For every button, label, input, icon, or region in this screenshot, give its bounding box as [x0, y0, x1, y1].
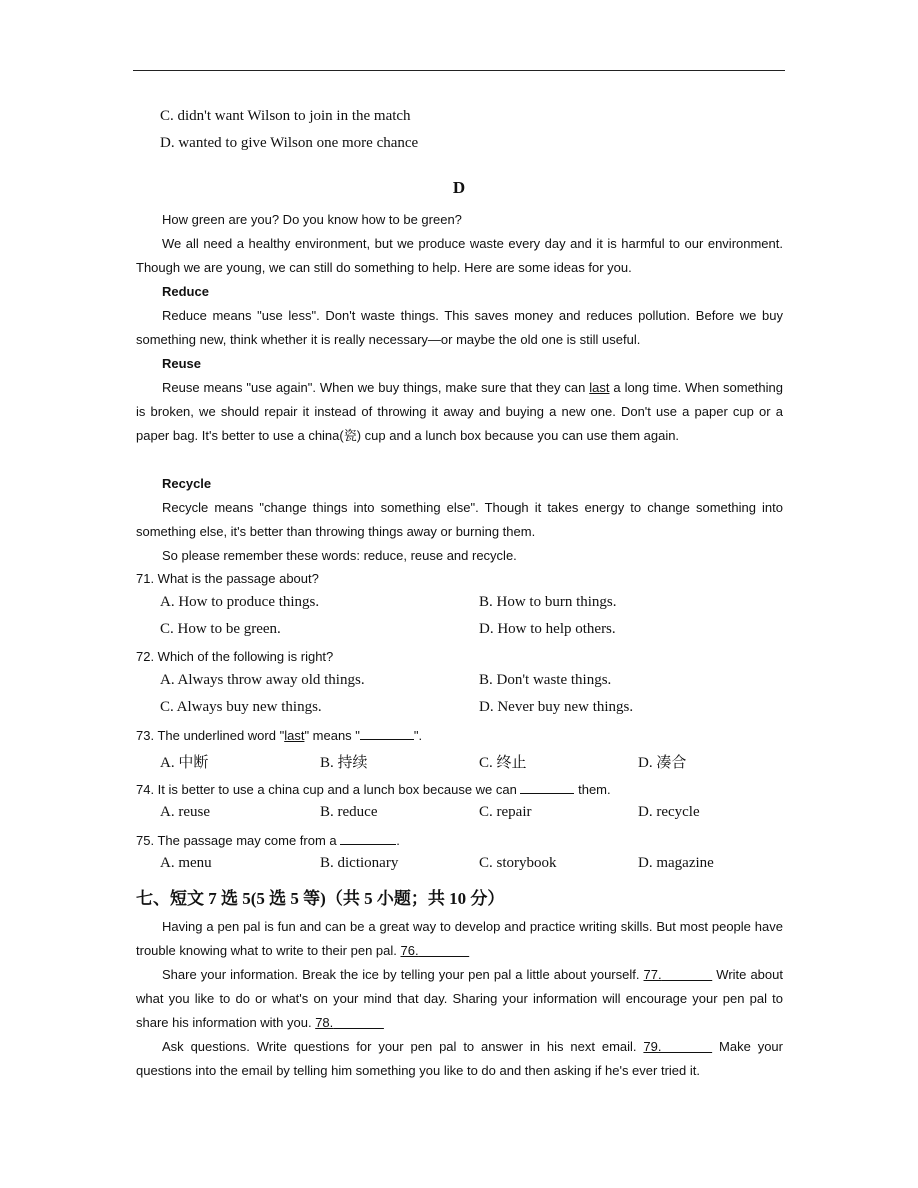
q75-stem-b: .	[396, 833, 400, 848]
section-7-paragraph-2	[136, 963, 783, 1035]
blank-79-number: 79.	[643, 1039, 662, 1054]
section-7-paragraph-1	[136, 915, 783, 963]
prev-option-c: C. didn't want Wilson to join in the match	[160, 108, 411, 124]
q73-stem-a: 73. The underlined word "	[136, 728, 285, 743]
question-72-option-a: A. Always throw away old things.	[160, 672, 365, 688]
question-75-option-c: C. storybook	[479, 855, 557, 871]
underlined-word-last: last	[589, 380, 610, 395]
reuse-paragraph	[136, 376, 783, 448]
question-75-option-a: A. menu	[160, 855, 212, 871]
question-75-option-b: B. dictionary	[320, 855, 399, 871]
section-7-paragraph-3	[136, 1035, 783, 1083]
question-71-option-b: B. How to burn things.	[479, 594, 617, 610]
s7-p2b-text: Write about what you like to do or what's on your mind that day. Sharing your information will encourage your pen pal to share his information with you.	[136, 967, 783, 1030]
question-74-option-b: B. reduce	[320, 804, 378, 820]
question-72-option-c: C. Always buy new things.	[160, 699, 322, 715]
question-73-stem	[136, 727, 422, 743]
s7-p1-text: Having a pen pal is fun and can be a great way to develop and practice writing skills. But most people have trouble knowing what to write to their pen pal.	[136, 919, 783, 958]
prev-option-d: D. wanted to give Wilson one more chance	[160, 135, 419, 151]
question-75-option-d: D. magazine	[638, 855, 714, 871]
question-74-option-c: C. repair	[479, 804, 532, 820]
blank-78-number: 78.	[315, 1015, 334, 1030]
question-71-option-c: C. How to be green.	[160, 621, 281, 637]
blank-77	[644, 967, 713, 982]
question-74-option-a: A. reuse	[160, 804, 210, 820]
reduce-paragraph: Reduce means "use less". Don't waste things. This saves money and reduces pollution. Before we buy something new, think whether it is really necessary—or maybe the old one is still useful.	[136, 308, 783, 347]
q73-stem-c: ".	[413, 728, 423, 743]
s7-p3b-text: Make your questions into the email by telling him something you like to do and then asking if he's ever tried it.	[136, 1039, 783, 1078]
question-72-stem: 72. Which of the following is right?	[136, 649, 334, 664]
reuse-heading: Reuse	[162, 356, 202, 371]
blank-78	[315, 1015, 384, 1030]
passage-heading: D	[452, 178, 466, 197]
question-71-stem: 71. What is the passage about?	[136, 571, 319, 586]
question-73-option-a: A. 中断	[160, 755, 209, 771]
blank-76	[400, 943, 469, 958]
question-72-option-d: D. Never buy new things.	[479, 699, 634, 715]
answer-blank	[360, 727, 414, 740]
q74-stem-a: 74. It is better to use a china cup and a lunch box because we can	[136, 782, 521, 797]
section-7-title: 七、短文 7 选 5(5 选 5 等)（共 5 小题；共 10 分）	[136, 889, 505, 908]
blank-76-number: 76.	[400, 943, 419, 958]
blank-79	[643, 1039, 712, 1054]
question-75-stem	[136, 832, 400, 848]
recycle-paragraph: Recycle means "change things into something else". Though it takes energy to change something into something else, it's better than throwing things away or burning them.	[136, 500, 783, 539]
reuse-text-b: a long time. When something is broken, we should repair it instead of throwing it away and buying a new one. Don't use a paper cup or a paper bag. It's better to use a china(瓷) cup and a lunch box because you can use them again.	[136, 380, 784, 443]
question-73-option-d: D. 凑合	[638, 755, 687, 771]
q73-underlined-word: last	[284, 728, 305, 743]
passage-paragraph-1: We all need a healthy environment, but we produce waste every day and it is harmful to our environment. Though we are young, we can still do something to help. Here are some ideas for you.	[136, 236, 783, 275]
question-71-option-a: A. How to produce things.	[160, 594, 320, 610]
s7-p2-text: Share your information. Break the ice by telling your pen pal a little about yourself.	[162, 967, 644, 982]
q75-stem-a: 75. The passage may come from a	[136, 833, 341, 848]
question-74-option-d: D. recycle	[638, 804, 700, 820]
header-rule	[133, 70, 785, 71]
question-73-option-c: C. 终止	[479, 755, 527, 771]
passage-intro: How green are you? Do you know how to be green?	[162, 212, 462, 227]
answer-blank	[340, 832, 396, 845]
question-71-option-d: D. How to help others.	[479, 621, 616, 637]
recycle-heading: Recycle	[162, 476, 212, 491]
q73-stem-b: " means "	[304, 728, 360, 743]
question-72-option-b: B. Don't waste things.	[479, 672, 612, 688]
reuse-text-a: Reuse means "use again". When we buy things, make sure that they can	[162, 380, 590, 395]
q74-stem-b: them.	[574, 782, 611, 797]
reduce-heading: Reduce	[162, 284, 209, 299]
answer-blank	[520, 781, 574, 794]
passage-closing: So please remember these words: reduce, reuse and recycle.	[162, 548, 517, 563]
question-74-stem	[136, 781, 611, 797]
s7-p3-text: Ask questions. Write questions for your pen pal to answer in his next email.	[162, 1039, 644, 1054]
question-73-option-b: B. 持续	[320, 755, 368, 771]
blank-77-number: 77.	[643, 967, 662, 982]
